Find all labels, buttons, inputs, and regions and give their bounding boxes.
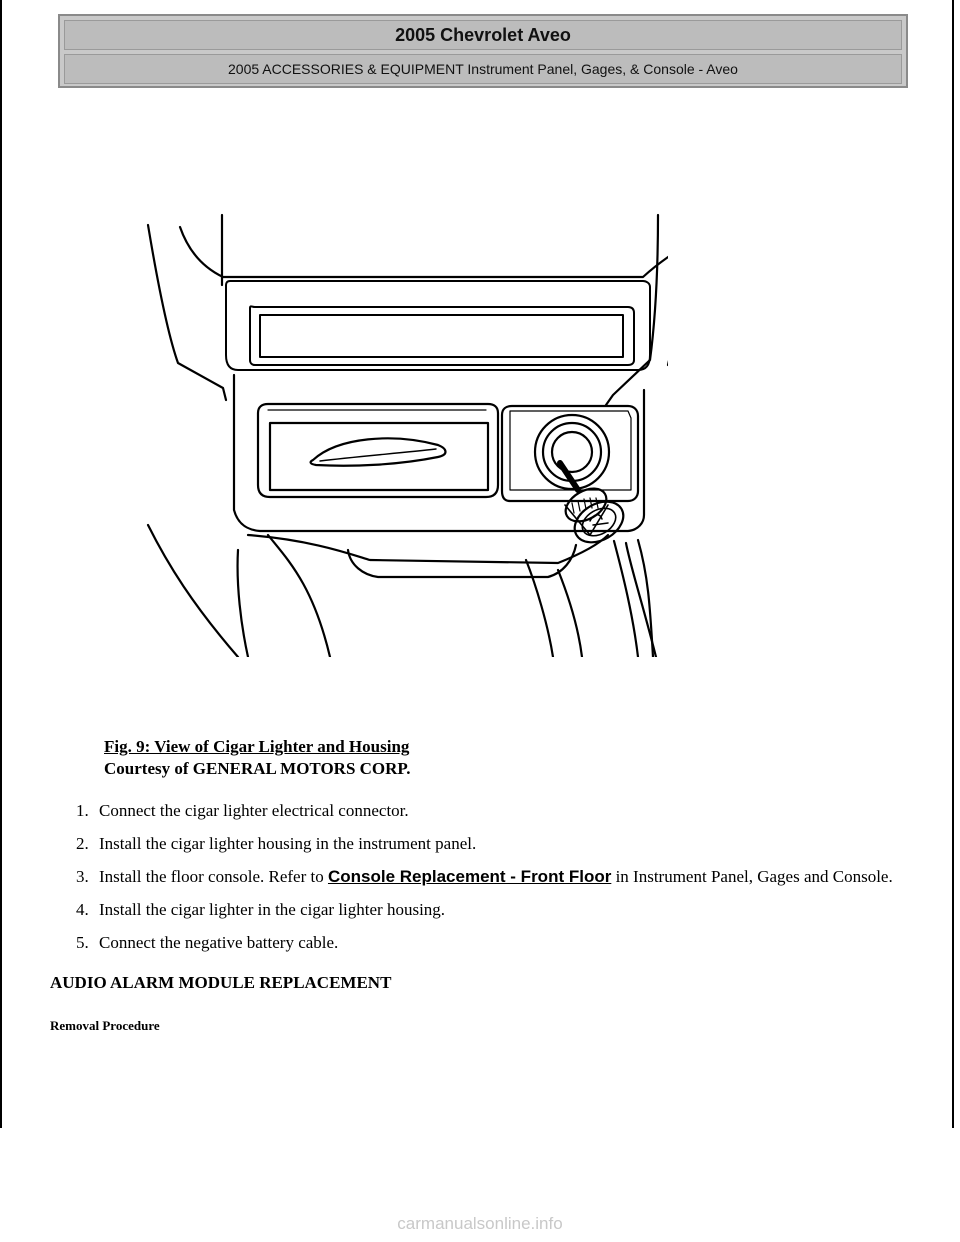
figure-caption-credit: Courtesy of GENERAL MOTORS CORP. — [104, 759, 411, 778]
step-number: 3. — [76, 867, 89, 886]
step-number: 1. — [76, 801, 89, 820]
step-item — [70, 866, 910, 888]
step-text: Install the cigar lighter housing in the instrument panel. — [99, 834, 477, 853]
step-text: Install the cigar lighter in the cigar lighter housing. — [99, 900, 446, 919]
step-text-after-link: in Instrument Panel, Gages and Console. — [611, 867, 893, 886]
document-header — [58, 14, 908, 88]
step-text-before-link: Install the floor console. Refer to — [99, 867, 328, 886]
step-item — [70, 932, 910, 954]
header-title-bar — [64, 20, 902, 50]
figure-caption — [104, 736, 411, 780]
step-item — [70, 833, 910, 855]
header-title: 2005 Chevrolet Aveo — [395, 24, 571, 45]
watermark: carmanualsonline.info — [397, 1214, 563, 1233]
step-number: 5. — [76, 933, 89, 952]
cigar-lighter-illustration — [138, 205, 668, 657]
removal-procedure-heading: Removal Procedure — [50, 1018, 160, 1033]
console-replacement-link[interactable]: Console Replacement - Front Floor — [327, 867, 612, 886]
figure-caption-title[interactable]: Fig. 9: View of Cigar Lighter and Housing — [104, 737, 410, 756]
page-border-right — [952, 0, 954, 1128]
step-number: 2. — [76, 834, 89, 853]
header-subtitle: 2005 ACCESSORIES & EQUIPMENT Instrument Panel, Gages, & Console - Aveo — [228, 61, 738, 77]
section-heading: AUDIO ALARM MODULE REPLACEMENT — [50, 973, 392, 992]
installation-steps — [70, 800, 910, 965]
page-border-left — [0, 0, 2, 1128]
step-text: Connect the cigar lighter electrical connector. — [99, 801, 409, 820]
step-item — [70, 899, 910, 921]
step-text: Connect the negative battery cable. — [99, 933, 339, 952]
header-subtitle-bar — [64, 54, 902, 84]
step-item — [70, 800, 910, 822]
step-number: 4. — [76, 900, 89, 919]
